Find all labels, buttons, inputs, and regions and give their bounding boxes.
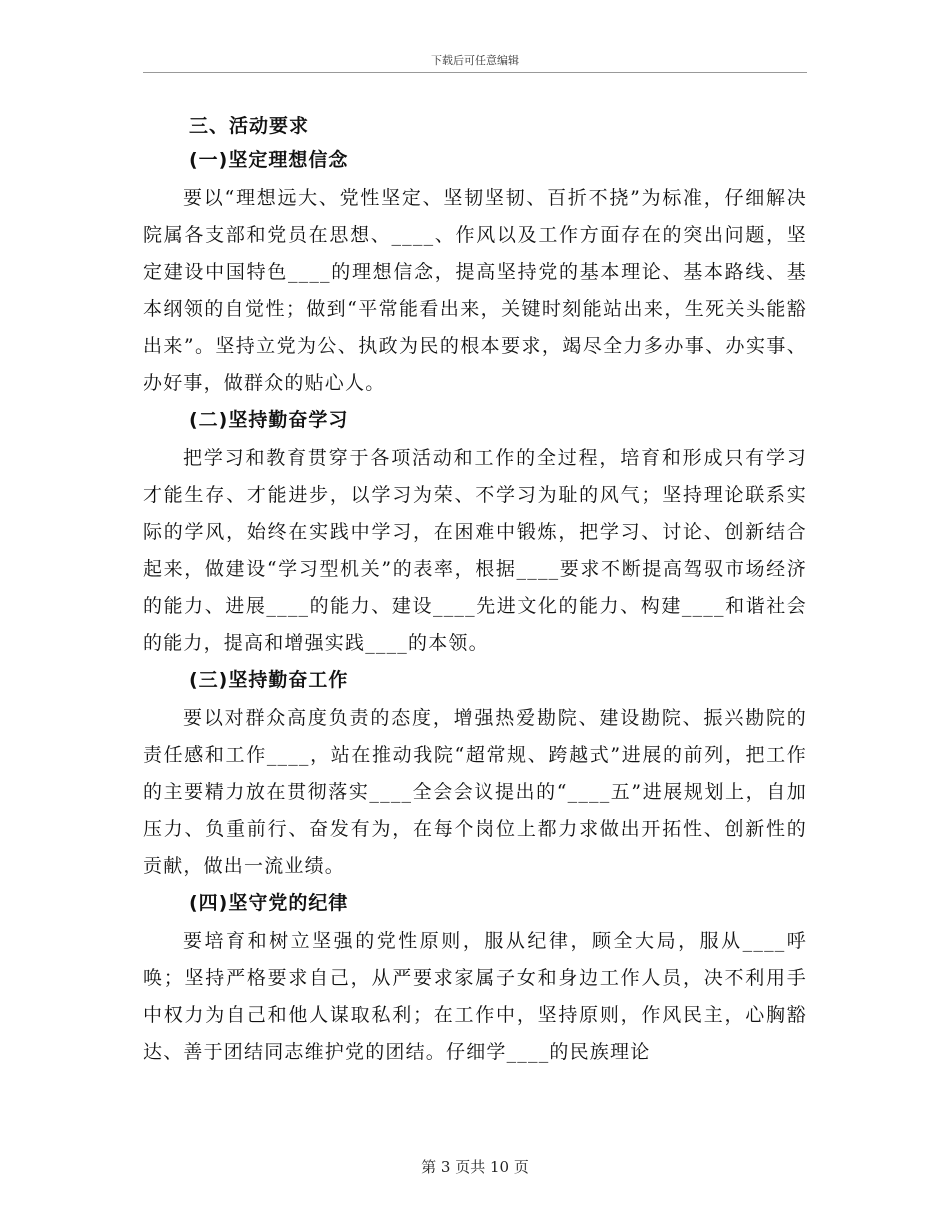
document-body	[143, 112, 807, 1075]
subsection-title-1: (一)坚定理想信念	[189, 149, 349, 171]
section-title: 三、活动要求	[189, 115, 310, 137]
subsection-title-2: (二)坚持勤奋学习	[189, 409, 349, 431]
page-number-footer: 第 3 页共 10 页	[421, 1158, 529, 1176]
header-divider	[143, 72, 807, 73]
subsection-body-2: 把学习和教育贯穿于各项活动和工作的全过程，培育和形成只有学习才能生存、才能进步，以学习为荣、不学习为耻的风气；坚持理论联系实际的学风，始终在实践中学习，在困难中锻炼，把学习、讨论、创新结合起来，做建设“学习型机关”的表率，根据____要求不断提高驾驭市场经济的能力、进展____的能力、建设____先进文化的能力、构建____和谐社会的能力，提高和增强实践____的本领。	[143, 447, 807, 654]
subsection-title-3: (三)坚持勤奋工作	[189, 669, 349, 691]
subsection-body-4: 要培育和树立坚强的党性原则，服从纪律，顾全大局，服从____呼唤；坚持严格要求自己，从严要求家属子女和身边工作人员，决不利用手中权力为自己和他人谋取私利；在工作中，坚持原则，作风民主，心胸豁达、善于团结同志维护党的团结。仔细学____的民族理论	[143, 930, 807, 1063]
subsection-body-1: 要以“理想远大、党性坚定、坚韧坚韧、百折不挠”为标准，仔细解决院属各支部和党员在思想、____、作风以及工作方面存在的突出问题，坚定建设中国特色____的理想信念，提高坚持党的基本理论、基本路线、基本纲领的自觉性；做到“平常能看出来，关键时刻能站出来，生死关头能豁出来”。坚持立党为公、执政为民的根本要求，竭尽全力多办事、办实事、办好事，做群众的贴心人。	[143, 187, 807, 394]
subsection-body-3: 要以对群众高度负责的态度，增强热爱勘院、建设勘院、振兴勘院的责任感和工作____，站在推动我院“超常规、跨越式”进展的前列，把工作的主要精力放在贯彻落实____全会会议提出的“____五”进展规划上，自加压力、负重前行、奋发有为，在每个岗位上都力求做出开拓性、创新性的贡献，做出一流业绩。	[143, 707, 807, 877]
page-header: 下载后可任意编辑	[431, 54, 519, 67]
subsection-title-4: (四)坚守党的纪律	[189, 892, 349, 914]
